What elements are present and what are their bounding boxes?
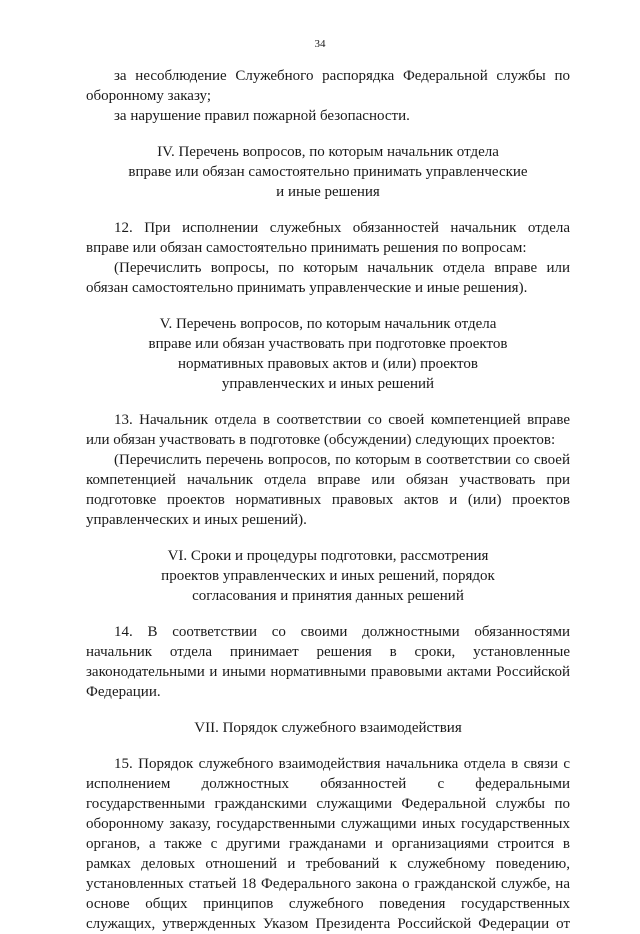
- paragraph-line: (Перечислить перечень вопросов, по которым в соответствии со своей: [114, 452, 570, 468]
- paragraph-line: компетенцией начальник отдела вправе или обязан участвовать при: [86, 472, 570, 488]
- list-item-line: оборонному заказу;: [86, 88, 212, 104]
- heading-line: вправе или обязан самостоятельно принимать управленческие: [128, 164, 528, 180]
- page-number: 34: [314, 38, 326, 50]
- paragraph-line: Федерации.: [86, 684, 161, 700]
- paragraph-line: 13. Начальник отдела в соответствии со своей компетенцией вправе: [114, 412, 570, 428]
- heading-line: согласования и принятия данных решений: [192, 588, 464, 604]
- paragraph-15: [86, 754, 570, 934]
- heading-line: вправе или обязан участвовать при подготовке проектов: [148, 336, 508, 352]
- paragraph-line: оборонному заказу, государственными служащими иных государственных: [86, 816, 570, 832]
- paragraph-line: установленных статьей 18 Федерального закона о гражданской службе, на: [86, 876, 570, 892]
- paragraph-line: основе общих принципов служебного поведения государственных: [86, 896, 570, 912]
- paragraph-line: управленческих и иных решений).: [86, 512, 307, 528]
- paragraph-line: обязан самостоятельно принимать управленческие и иные решения).: [86, 280, 528, 296]
- paragraph-line: исполнением должностных обязанностей с федеральными: [86, 776, 570, 792]
- paragraph-line: вправе или обязан самостоятельно принимать решения по вопросам:: [86, 240, 527, 256]
- paragraph-line: органов, а также с другими гражданами и организациями строится в: [86, 836, 570, 852]
- heading-line: V. Перечень вопросов, по которым начальник отдела: [159, 316, 497, 332]
- heading-line: нормативных правовых актов и (или) проектов: [178, 356, 478, 372]
- paragraph-line: начальник отдела принимает решения в сроки, установленные: [86, 644, 570, 660]
- section-heading-vi: [86, 546, 570, 606]
- paragraph-line: государственными гражданскими служащими Федеральной службы по: [86, 796, 570, 812]
- list-item-line: за несоблюдение Служебного распорядка Федеральной службы по: [114, 68, 570, 84]
- paragraph-13: [86, 410, 570, 530]
- section-heading-iv: [86, 142, 570, 202]
- heading-line: проектов управленческих и иных решений, порядок: [161, 568, 495, 584]
- paragraph-line: 14. В соответствии со своими должностными обязанностями: [114, 624, 570, 640]
- section-heading-v: [86, 314, 570, 394]
- paragraph-line: подготовке проектов нормативных правовых актов и (или) проектов: [86, 492, 570, 508]
- paragraph-line: рамках деловых отношений и требований к служебному поведению,: [86, 856, 570, 872]
- section-heading-vii: [86, 718, 570, 738]
- paragraph-12: [86, 218, 570, 298]
- paragraph-14: [86, 622, 570, 702]
- paragraph-line: служащих, утвержденных Указом Президента Российской Федерации от: [86, 916, 570, 932]
- paragraph-line: (Перечислить вопросы, по которым начальник отдела вправе или: [114, 260, 570, 276]
- heading-line: и иные решения: [276, 184, 380, 200]
- heading-line: IV. Перечень вопросов, по которым начальник отдела: [157, 144, 499, 160]
- list-item-line: за нарушение правил пожарной безопасности.: [114, 108, 410, 124]
- paragraph-line: или обязан участвовать в подготовке (обсуждении) следующих проектов:: [86, 432, 556, 448]
- heading-line: VI. Сроки и процедуры подготовки, рассмотрения: [167, 548, 489, 564]
- heading-line: управленческих и иных решений: [221, 376, 435, 392]
- document-body: [86, 66, 570, 934]
- heading-line: VII. Порядок служебного взаимодействия: [194, 720, 462, 736]
- paragraph-line: 12. При исполнении служебных обязанностей начальник отдела: [114, 220, 570, 236]
- paragraph-line: 15. Порядок служебного взаимодействия начальника отдела в связи с: [114, 756, 570, 772]
- paragraph-line: законодательными и иными нормативными правовыми актами Российской: [86, 664, 570, 680]
